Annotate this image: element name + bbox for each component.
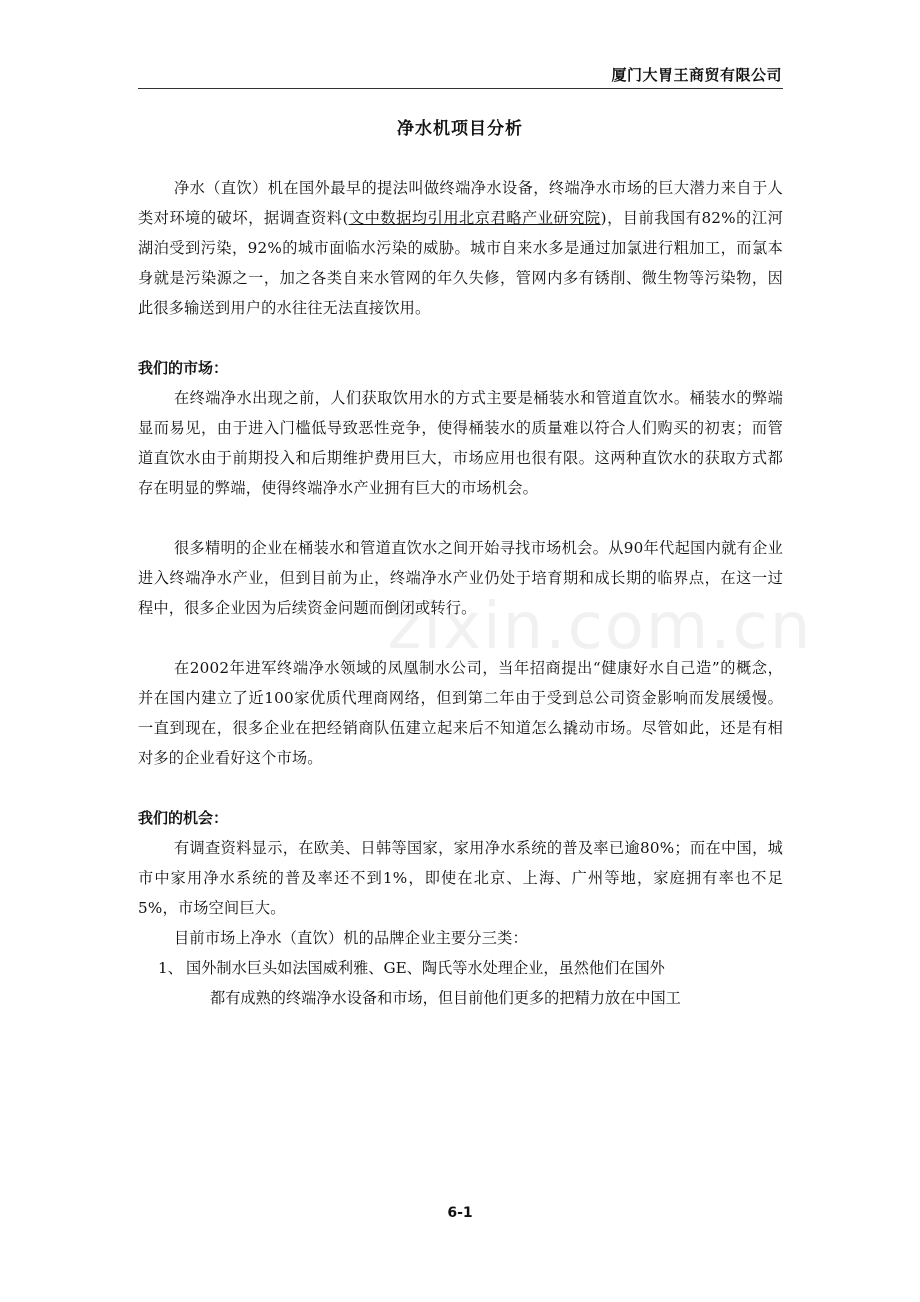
spacer [138, 623, 783, 653]
spacer [138, 773, 783, 803]
source-citation-link[interactable]: 文中数据均引用北京君略产业研究院 [348, 209, 601, 227]
header-company-name: 厦门大胃王商贸有限公司 [611, 66, 782, 84]
intro-paragraph [138, 173, 783, 323]
market-paragraph-2: 很多精明的企业在桶装水和管道直饮水之间开始寻找市场机会。从90年代起国内就有企业进入终端净水产业，但到目前为止，终端净水产业仍处于培育期和成长期的临界点，在这一过程中，很多企业因为后续资金问题而倒闭或转行。 [138, 539, 783, 617]
page-number: 6-1 [447, 1205, 473, 1221]
watermark: zixin.com.cn [387, 590, 813, 664]
spacer [138, 503, 783, 533]
document-title: 净水机项目分析 [397, 119, 523, 139]
document-body [138, 173, 783, 1013]
list-item-line-2: 都有成熟的终端净水设备和市场，但目前他们更多的把精力放在中国工 [210, 989, 681, 1007]
opportunity-heading: 我们的机会： [138, 809, 229, 827]
market-heading: 我们的市场： [138, 359, 229, 377]
market-paragraph-1: 在终端净水出现之前，人们获取饮用水的方式主要是桶装水和管道直饮水。桶装水的弊端显而易见，由于进入门槛低导致恶性竞争，使得桶装水的质量难以符合人们购买的初衷；而管道直饮水由于前期投入和后期维护费用巨大，市场应用也很有限。这两种直饮水的获取方式都存在明显的弊端，使得终端净水产业拥有巨大的市场机会。 [138, 389, 783, 497]
intro-text-before-link: 净水（直饮）机在国外最早的提法叫做终端净水设备，终端净水市场的巨大潜力来自于人类对环境的破坏，据调查资料( [138, 179, 783, 227]
list-item-number: 1、 [158, 959, 183, 977]
opportunity-paragraph-1: 有调查资料显示，在欧美、日韩等国家，家用净水系统的普及率已逾80%；而在中国，城市中家用净水系统的普及率还不到1%，即使在北京、上海、广州等地，家庭拥有率也不足5%，市场空间巨大。 [138, 839, 783, 917]
list-item [158, 953, 783, 1013]
list-item-text [186, 953, 783, 1013]
market-paragraph-3: 在2002年进军终端净水领域的凤凰制水公司，当年招商提出“健康好水自己造”的概念，并在国内建立了近100家优质代理商网络，但到第二年由于受到总公司资金影响而发展缓慢。一直到现在，很多企业在把经销商队伍建立起来后不知道怎么撬动市场。尽管如此，还是有相对多的企业看好这个市场。 [138, 659, 783, 767]
intro-text-after-link: )，目前我国有82%的江河湖泊受到污染，92%的城市面临水污染的威胁。城市自来水多是通过加氯进行粗加工，而氯本身就是污染源之一，加之各类自来水管网的年久失修，管网内多有锈削、微生物等污染物，因此很多输送到用户的水往往无法直接饮用。 [138, 209, 783, 317]
spacer [138, 323, 783, 353]
header-divider [138, 88, 783, 89]
list-item-line-1: 国外制水巨头如法国威利雅、GE、陶氏等水处理企业，虽然他们在国外 [186, 959, 665, 977]
opportunity-paragraph-2: 目前市场上净水（直饮）机的品牌企业主要分三类： [174, 929, 528, 947]
